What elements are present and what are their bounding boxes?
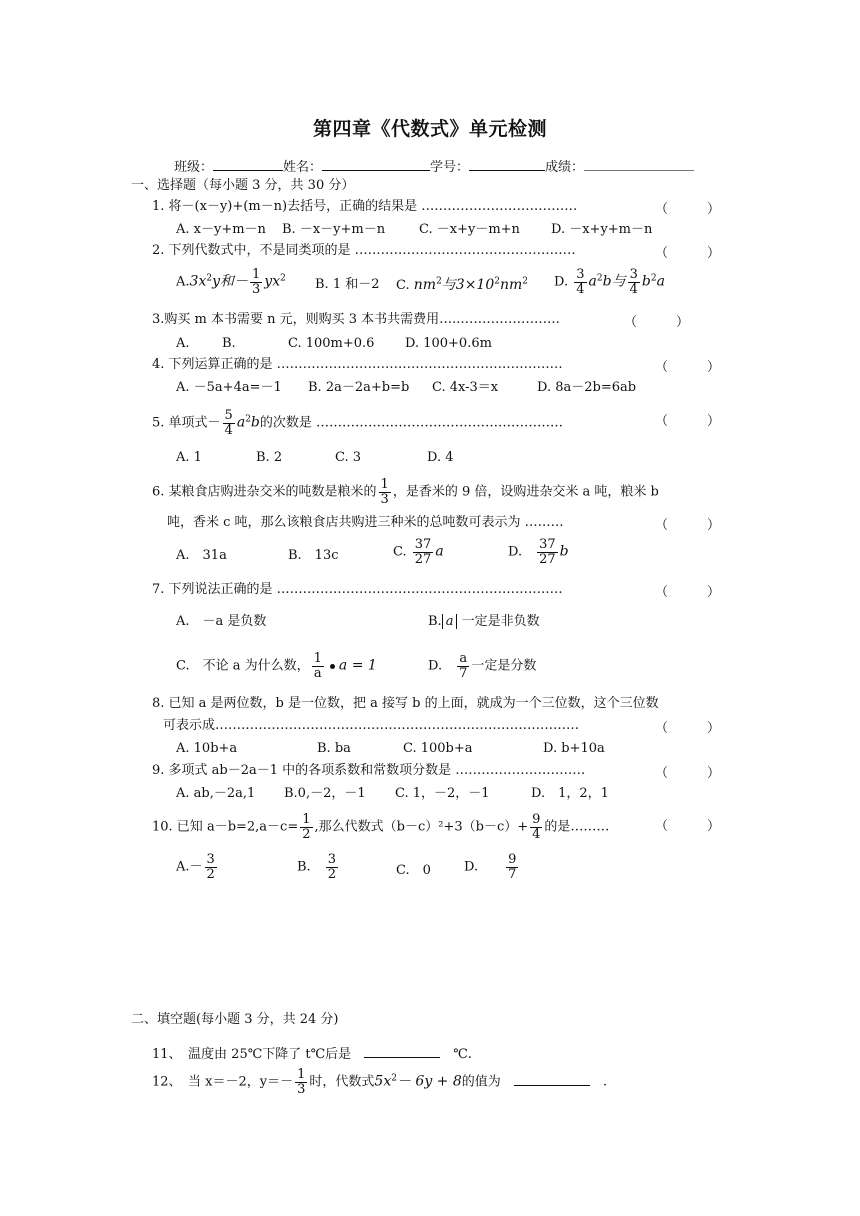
fraction-den: 3 xyxy=(297,1081,306,1097)
answer-paren[interactable]: （ ） xyxy=(655,518,721,533)
question-7-option-d xyxy=(428,652,536,680)
fraction xyxy=(223,409,235,437)
fraction xyxy=(574,268,586,296)
fraction-den: 27 xyxy=(539,551,556,567)
class-field[interactable] xyxy=(213,156,283,171)
fraction-num: 3 xyxy=(327,852,336,867)
name-label: 姓名： xyxy=(283,160,323,175)
q10-suffix: 的是……… xyxy=(544,819,610,835)
q2d-a2: a xyxy=(656,273,665,290)
sup: 2 xyxy=(494,276,500,287)
question-8-option-a: A. 10b+a xyxy=(176,741,238,756)
fraction-num: 5 xyxy=(224,408,233,423)
fraction-den: 3 xyxy=(380,491,389,507)
question-1-option-c: C. －x+y－m+n xyxy=(419,222,520,237)
q2c-mid: 与3×10 xyxy=(441,277,495,293)
q6d-prefix: D. xyxy=(508,544,523,560)
fraction xyxy=(530,813,542,841)
q7b-suffix: 一定是非负数 xyxy=(461,614,540,629)
answer-paren[interactable]: （ ） xyxy=(655,246,721,261)
fraction-num: 9 xyxy=(532,812,541,827)
question-2-option-a xyxy=(176,268,286,296)
q10-middle: ,那么代数式（b－c）²+3（b－c）+ xyxy=(314,819,529,835)
fraction xyxy=(205,853,217,881)
question-3-stem: 3.购买 m 本书需要 n 元，则购买 3 本书共需费用…..………………….. xyxy=(152,312,560,327)
fraction-num: 37 xyxy=(539,537,556,552)
fraction-den: 7 xyxy=(508,866,517,882)
q6c-var: a xyxy=(435,543,444,560)
fraction-den: 2 xyxy=(206,866,215,882)
q2d-prefix: D. xyxy=(554,274,569,290)
class-label: 班级： xyxy=(174,160,214,175)
question-10-option-d xyxy=(464,853,520,881)
fraction-num: 1 xyxy=(380,477,389,492)
question-1-option-b: B. －x－y+m－n xyxy=(282,222,386,237)
q2a-left: 3x xyxy=(189,273,207,290)
answer-paren[interactable]: （ ） xyxy=(624,315,690,330)
fraction-den: a xyxy=(313,665,322,681)
question-5-option-c: C. 3 xyxy=(335,450,362,465)
q2a-mid: y和－ xyxy=(212,273,248,290)
q12-expr-b: － 6y + 8 xyxy=(396,1073,462,1090)
answer-paren[interactable]: （ ） xyxy=(655,819,721,834)
section-choice-heading: 一、选择题（每小题 3 分，共 30 分） xyxy=(131,178,355,193)
q5-suffix: 的次数是 ………………………………………………… xyxy=(259,415,564,431)
question-7-option-a: A. －a 是负数 xyxy=(176,614,267,629)
question-6-option-d xyxy=(508,538,569,566)
question-7-option-b xyxy=(428,613,540,631)
question-8-option-b: B. ba xyxy=(317,741,351,756)
question-3-option-a: A. xyxy=(176,336,190,351)
fraction xyxy=(300,813,312,841)
question-3-option-d: D. 100+0.6m xyxy=(405,336,492,351)
question-10-option-b xyxy=(297,853,340,881)
q12-answer-field[interactable] xyxy=(514,1071,590,1086)
answer-paren[interactable]: （ ） xyxy=(655,360,721,375)
sup: 2 xyxy=(436,276,442,287)
fraction-num: 37 xyxy=(414,537,432,552)
sup: 2 xyxy=(206,273,213,284)
question-6-stem xyxy=(152,478,659,506)
fraction-num: 1 xyxy=(297,1067,306,1082)
question-2-option-d xyxy=(554,268,665,296)
q7d-prefix: D. xyxy=(428,658,443,674)
q12-prefix: 12、 当 x＝－2，y＝－ xyxy=(152,1074,294,1090)
fraction xyxy=(379,478,391,506)
q2c-prefix: C. xyxy=(396,278,410,293)
question-9-option-b: B.0,－2，－1 xyxy=(284,786,366,801)
q6-suffix: ，是香米的 9 倍，设购进杂交米 a 吨，粮米 b xyxy=(392,484,659,500)
q6d-var: b xyxy=(559,543,569,560)
answer-paren[interactable]: （ ） xyxy=(655,721,721,736)
id-label: 学号： xyxy=(430,160,470,175)
fraction-den: 3 xyxy=(252,281,261,297)
fraction-num: a xyxy=(459,651,468,666)
score-label: 成绩： xyxy=(545,160,585,175)
q10d-prefix: D. xyxy=(464,859,479,875)
question-5-option-a: A. 1 xyxy=(176,450,202,465)
question-4-option-d: D. 8a－2b=6ab xyxy=(537,380,637,395)
fraction-den: 7 xyxy=(459,665,468,681)
question-9-stem: 9. 多项式 ab－2a－1 中的各项系数和常数项分数是 ………………………… xyxy=(152,763,586,778)
fraction xyxy=(312,652,324,680)
question-7-stem: 7. 下列说法正确的是 ………………………………………………………… xyxy=(152,582,563,597)
fraction-num: 3 xyxy=(629,267,638,282)
question-2-stem: 2. 下列代数式中，不是同类项的是 …………………………………………… xyxy=(152,243,576,258)
fraction xyxy=(628,268,640,296)
sup: 2 xyxy=(280,273,286,284)
q7b-prefix: B. xyxy=(428,614,442,629)
question-6-option-c xyxy=(393,538,444,566)
id-field[interactable] xyxy=(469,156,545,171)
question-10-option-a xyxy=(176,853,219,881)
question-3-option-b: B. xyxy=(222,336,236,351)
fraction xyxy=(506,853,518,881)
q5-a: a xyxy=(236,414,246,431)
name-field[interactable] xyxy=(322,156,430,171)
answer-paren[interactable]: （ ） xyxy=(655,202,721,217)
q11-suffix: ℃. xyxy=(453,1047,472,1062)
q10b-prefix: B. xyxy=(297,859,311,875)
question-5-option-b: B. 2 xyxy=(256,450,283,465)
q2a-prefix: A. xyxy=(176,274,190,290)
q12-expr-a: 5x xyxy=(374,1073,392,1090)
q2a-right: yx xyxy=(264,273,281,290)
question-4-option-a: A. －5a+4a=－1 xyxy=(176,380,282,395)
question-2-option-c xyxy=(396,276,528,295)
section-fill-heading: 二、填空题(每小题 3 分，共 24 分) xyxy=(131,1012,339,1027)
q10a-prefix: A.－ xyxy=(176,859,203,875)
fraction xyxy=(326,853,338,881)
bullet-dot-icon xyxy=(330,664,335,669)
q6-prefix: 6. 某粮食店购进杂交米的吨数是粮米的 xyxy=(152,484,377,500)
sup: 2 xyxy=(596,273,603,284)
question-10-option-c: C. 0 xyxy=(396,863,431,878)
sup: 2 xyxy=(245,414,251,425)
fraction-den: 2 xyxy=(327,866,336,882)
fraction-den: 4 xyxy=(224,422,233,438)
question-7-option-c xyxy=(176,652,377,680)
q7c-prefix: C. 不论 a 为什么数， xyxy=(176,658,310,674)
question-8-stem-line2: 可表示成………………………………………………………………………… xyxy=(163,718,580,733)
score-field[interactable] xyxy=(584,156,694,171)
q11-answer-field[interactable] xyxy=(364,1043,440,1058)
q5-prefix: 5. 单项式－ xyxy=(152,415,221,431)
q2c-left: nm xyxy=(413,277,437,293)
q12-mid: 时，代数式 xyxy=(309,1074,375,1090)
question-6-option-a: A. 31a xyxy=(176,548,227,563)
question-8-option-c: C. 100b+a xyxy=(403,741,473,756)
fraction xyxy=(250,268,262,296)
question-5-stem xyxy=(152,409,563,437)
sup: 2 xyxy=(650,273,657,284)
fraction xyxy=(295,1068,307,1096)
fraction-num: 1 xyxy=(313,651,322,666)
question-11 xyxy=(152,1043,472,1064)
question-12 xyxy=(152,1068,607,1096)
fraction-den: 2 xyxy=(302,826,311,842)
question-3-option-c: C. 100m+0.6 xyxy=(288,336,375,351)
page-title: 第四章《代数式》单元检测 xyxy=(312,118,547,140)
fraction-den: 4 xyxy=(576,281,585,297)
sup: 2 xyxy=(391,1073,397,1084)
fraction-num: 1 xyxy=(252,267,261,282)
q2d-a: a xyxy=(588,273,597,290)
q2d-b2: b xyxy=(641,273,651,290)
question-10-stem xyxy=(152,813,609,841)
question-5-option-d: D. 4 xyxy=(427,450,454,465)
fraction xyxy=(413,538,434,566)
student-info-row xyxy=(174,156,694,175)
fraction-num: 1 xyxy=(302,812,311,827)
fraction xyxy=(457,652,469,680)
question-1-option-d: D. －x+y+m－n xyxy=(551,222,653,237)
q7c-suffix: a = 1 xyxy=(338,657,377,674)
fraction-num: 9 xyxy=(508,852,517,867)
q2c-right: nm xyxy=(499,277,523,293)
fraction-num: 3 xyxy=(576,267,585,282)
q7d-suffix: 一定是分数 xyxy=(471,658,537,674)
fraction-den: 4 xyxy=(532,826,541,842)
question-8-stem: 8. 已知 a 是两位数，b 是一位数，把 a 接写 b 的上面，就成为一个三位数，这个三位数 xyxy=(152,696,659,711)
fraction-den: 27 xyxy=(414,551,432,567)
answer-paren[interactable]: （ ） xyxy=(655,766,721,781)
question-4-option-b: B. 2a－2a+b=b xyxy=(308,380,410,395)
q5-b: b xyxy=(250,414,260,431)
answer-paren[interactable]: （ ） xyxy=(655,585,721,600)
question-1-stem: 1. 将－(x－y)+(m－n)去括号，正确的结果是 ……………………………… xyxy=(152,199,578,214)
question-6-stem-line2: 吨，香米 c 吨，那么该粮食店共购进三种米的总吨数可表示为 ……… xyxy=(167,515,564,530)
fraction-den: 4 xyxy=(629,281,638,297)
question-6-option-b: B. 13c xyxy=(288,548,339,563)
question-4-stem: 4. 下列运算正确的是 ………………………………………………………… xyxy=(152,357,563,372)
q10-prefix: 10. 已知 a－b=2,a－c= xyxy=(152,819,299,835)
q12-end: . xyxy=(602,1074,607,1090)
answer-paren[interactable]: （ ） xyxy=(655,414,721,429)
q2d-b: b与 xyxy=(602,273,626,290)
question-9-option-d: D. 1，2，1 xyxy=(531,786,609,801)
fraction-num: 3 xyxy=(206,852,215,867)
question-2-option-b: B. 1 和－2 xyxy=(315,277,380,292)
question-1-option-a: A. x－y+m－n xyxy=(176,222,266,237)
sup: 2 xyxy=(522,276,529,287)
q6c-prefix: C. xyxy=(393,544,407,560)
q12-after: 的值为 xyxy=(461,1074,501,1090)
q11-prefix: 11、 温度由 25℃下降了 t℃后是 xyxy=(152,1047,352,1062)
fraction xyxy=(537,538,558,566)
question-9-option-a: A. ab,－2a,1 xyxy=(176,786,256,801)
question-8-option-d: D. b+10a xyxy=(543,741,605,756)
absolute-value: a xyxy=(442,614,458,629)
question-4-option-c: C. 4x-3＝x xyxy=(432,380,499,395)
question-9-option-c: C. 1，－2，－1 xyxy=(395,786,490,801)
